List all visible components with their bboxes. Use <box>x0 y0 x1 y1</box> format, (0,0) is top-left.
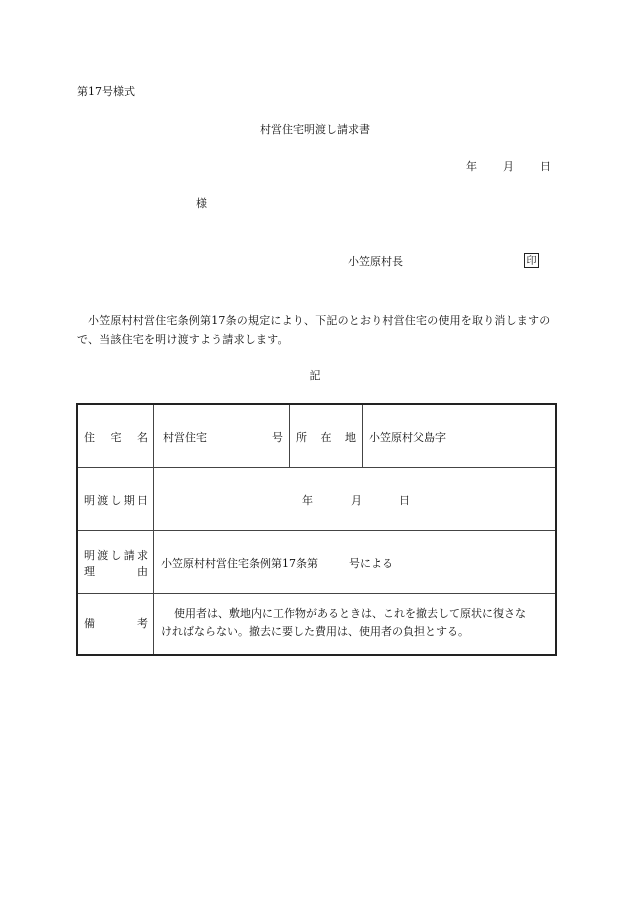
label-char: 宅 <box>110 431 122 444</box>
divider <box>362 405 363 467</box>
label-cell-reason <box>78 531 154 593</box>
label-char: 備 <box>84 617 95 630</box>
label-char: し <box>110 549 122 562</box>
table-row-reason <box>78 531 555 594</box>
label-char: 所 <box>296 431 307 444</box>
document-title: 村営住宅明渡し請求書 <box>260 123 370 136</box>
issuer-name: 小笠原村長 <box>348 255 403 268</box>
label-char: 明 <box>84 494 95 507</box>
location-value: 小笠原村父島字 <box>369 431 446 444</box>
table-row-housing <box>78 405 555 468</box>
label-cell-remarks <box>78 594 154 654</box>
label-char: し <box>110 494 122 507</box>
ki-heading: 記 <box>309 369 321 382</box>
reason-suffix: 号による <box>349 557 393 570</box>
reason-prefix: 小笠原村村営住宅条例第17条第 <box>161 557 318 570</box>
label-char: 求 <box>137 549 148 562</box>
label-location <box>296 432 356 443</box>
seal-mark: 印 <box>524 253 539 268</box>
label-reason-line1 <box>84 550 148 561</box>
label-remarks <box>84 618 148 629</box>
label-char: 住 <box>84 431 95 444</box>
addressee-honorific: 様 <box>196 197 207 210</box>
label-char: 在 <box>320 431 332 444</box>
request-table <box>76 403 557 656</box>
divider <box>289 405 290 467</box>
housing-suffix: 号 <box>272 431 283 444</box>
table-row-remarks <box>78 594 555 654</box>
label-char: 地 <box>345 431 356 444</box>
date-line <box>466 161 551 172</box>
housing-prefix: 村営住宅 <box>163 431 207 444</box>
label-cell-surrender-date <box>78 468 154 530</box>
request-statement: 小笠原村村営住宅条例第17条の規定により、下記のとおり村営住宅の使用を取り消しますので、当該住宅を明け渡すよう請求します。 <box>77 314 551 346</box>
label-surrender-date <box>84 495 148 506</box>
surrender-year: 年 <box>302 494 313 507</box>
label-char: 期 <box>123 494 135 507</box>
label-housing-name <box>84 432 148 443</box>
label-char: 由 <box>137 565 148 578</box>
remarks-line1: 使用者は、敷地内に工作物があるときは、これを撤去して原状に復さな <box>174 607 526 620</box>
label-char: 渡 <box>97 494 109 507</box>
date-year: 年 <box>466 160 477 173</box>
label-char: 考 <box>137 617 148 630</box>
label-char: 渡 <box>97 549 109 562</box>
date-day: 日 <box>540 160 551 173</box>
label-char: 明 <box>84 549 95 562</box>
label-char: 名 <box>137 431 148 444</box>
label-reason-line2 <box>84 566 148 577</box>
label-char: 請 <box>123 549 135 562</box>
surrender-day: 日 <box>399 494 410 507</box>
label-char: 日 <box>137 494 148 507</box>
table-row-surrender-date <box>78 468 555 531</box>
remarks-line2: ければならない。撤去に要した費用は、使用者の負担とする。 <box>161 625 469 638</box>
surrender-month: 月 <box>351 494 362 507</box>
date-month: 月 <box>503 160 514 173</box>
label-char: 理 <box>84 565 95 578</box>
label-cell-housing-name <box>78 405 154 467</box>
form-number: 第17号様式 <box>77 85 135 98</box>
